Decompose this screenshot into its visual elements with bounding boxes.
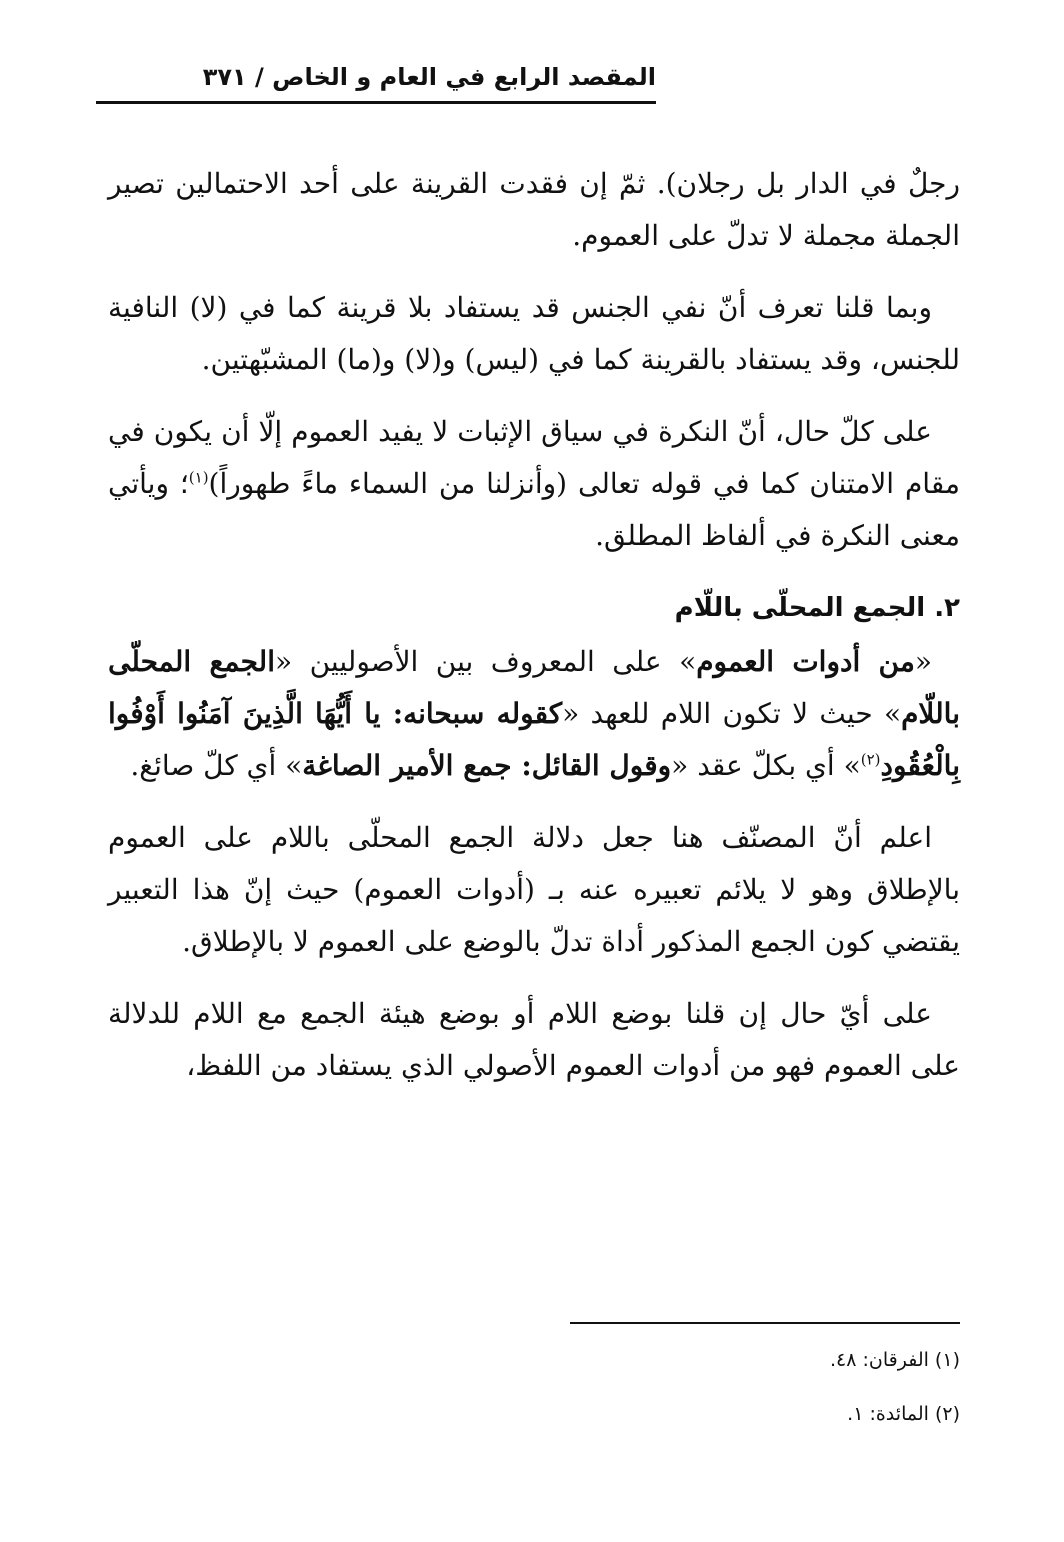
- paragraph-5: اعلم أنّ المصنّف هنا جعل دلالة الجمع المحلّى باللام على العموم بالإطلاق وهو لا يلائم تعبيره عنه بـ (أدوات العموم) حيث إنّ هذا التعبير يقتضي كون الجمع المذكور أداة تدلّ بالوضع على العموم لا بالإطلاق.: [108, 821, 960, 958]
- footnotes: [108, 1345, 960, 1453]
- footnote-2: (٢) المائدة: ١.: [847, 1403, 960, 1425]
- paragraph-3-text-a: على كلّ حال، أنّ النكرة في سياق الإثبات لا يفيد العموم إلّا أن يكون في مقام الامتنان كما في قوله تعالى (وأنزلنا من السماء ماءً طهوراً): [108, 415, 960, 500]
- footnote-1: (١) الفرقان: ٤٨.: [830, 1349, 960, 1371]
- p4-seg-3: » حيث لا تكون اللام للعهد «: [562, 697, 902, 730]
- footnote-ref-1: (١): [188, 468, 209, 487]
- p4-bold-3: كقوله سبحانه: يا أَيُّهَا الَّذِينَ آمَنُوا أَوْفُوا بِالْعُقُودِ: [108, 697, 960, 782]
- main-text: [108, 158, 960, 1112]
- footnote-rule: [570, 1322, 960, 1324]
- paragraph-3-text-b: ؛ ويأتي معنى النكرة في ألفاظ المطلق.: [108, 467, 960, 552]
- footnote-ref-2: (٢): [860, 750, 881, 769]
- p4-bold-2: الجمع المحلّى باللّام: [108, 645, 960, 730]
- paragraph-1: رجلٌ في الدار بل رجلان). ثمّ إن فقدت القرينة على أحد الاحتمالين تصير الجملة مجملة لا تدلّ على العموم.: [108, 167, 960, 252]
- paragraph-6: على أيّ حال إن قلنا بوضع اللام أو بوضع هيئة الجمع مع اللام للدلالة على العموم فهو من أدوات العموم الأصولي الذي يستفاد من اللفظ،: [108, 997, 960, 1082]
- p4-seg-5: » أي كلّ صائغ.: [130, 749, 303, 782]
- paragraph-2: وبما قلنا تعرف أنّ نفي الجنس قد يستفاد بلا قرينة كما في (لا) النافية للجنس، وقد يستفاد بالقرينة كما في (ليس) و(لا) و(ما) المشبّهتين.: [108, 291, 960, 376]
- running-header: المقصد الرابع في العام و الخاص / ٣٧١: [202, 63, 656, 91]
- paragraph-4: [108, 636, 960, 792]
- p4-bold-1: من أدوات العموم: [696, 645, 915, 678]
- p4-seg-4: » أي بكلّ عقد «: [671, 749, 861, 782]
- header-rule: [96, 101, 656, 104]
- p4-seg-1: «: [914, 645, 933, 678]
- p4-seg-2: » على المعروف بين الأصوليين «: [274, 645, 697, 678]
- paragraph-3: [108, 406, 960, 562]
- section-heading: ٢. الجمع المحلّى باللّام: [674, 593, 960, 623]
- p4-bold-4: وقول القائل: جمع الأمير الصاغة: [302, 749, 672, 782]
